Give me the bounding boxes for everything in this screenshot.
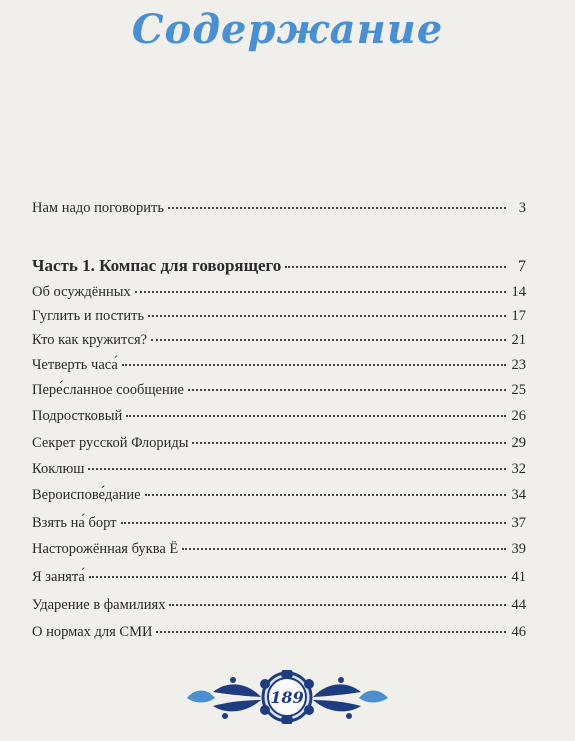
leader-dots — [192, 442, 506, 444]
toc-entry — [32, 357, 526, 374]
toc-entry-page: 46 — [511, 624, 526, 640]
toc-entry-title: Нам надо поговорить — [32, 200, 164, 216]
toc-entry — [32, 461, 526, 478]
toc-entry-page: 23 — [511, 357, 526, 373]
toc-entry-page: 14 — [511, 284, 526, 300]
toc-entry — [32, 569, 526, 586]
toc-entry-page: 7 — [518, 258, 526, 275]
toc-entry — [32, 332, 526, 349]
toc-entry — [32, 382, 526, 399]
toc-entry-title: Насторожённая буква Ё — [32, 541, 179, 557]
toc-entry-page: 26 — [511, 408, 526, 424]
toc-entry-title: Секрет русской Флориды — [32, 435, 189, 451]
toc-entry-title: Кто как кружится? — [32, 332, 148, 348]
leader-dots — [121, 522, 507, 524]
toc-entry-page: 21 — [511, 332, 526, 348]
toc-entry — [32, 624, 526, 641]
toc-entry — [32, 308, 526, 325]
leader-dots — [188, 389, 506, 391]
leader-dots — [148, 315, 506, 317]
toc-entry-title: Коклюш — [32, 461, 85, 477]
toc-entry — [32, 541, 526, 558]
toc-entry — [32, 487, 526, 504]
toc-entry-page: 32 — [511, 461, 526, 477]
toc-entry-page: 44 — [511, 597, 526, 613]
toc-entry-title: Подростковый — [32, 408, 123, 424]
leader-dots — [89, 576, 506, 578]
toc-entry — [32, 515, 526, 532]
toc-entry-page: 29 — [511, 435, 526, 451]
leader-dots — [285, 266, 506, 268]
toc-entry-page: 34 — [511, 487, 526, 503]
toc-entry — [32, 408, 526, 425]
toc-entry-title: Об осуждённых — [32, 284, 131, 300]
toc-entry-title: Гуглить и постить — [32, 308, 145, 324]
leader-dots — [145, 494, 506, 496]
leader-dots — [168, 207, 506, 209]
toc-entry-page: 3 — [518, 200, 526, 216]
toc-entry-title: Ударение в фамилиях — [32, 597, 166, 613]
toc-entry-title: Я занята́ — [32, 569, 85, 585]
leader-dots — [156, 631, 506, 633]
leader-dots — [126, 415, 506, 417]
toc-entry-title: Пере́сланное сообщение — [32, 382, 184, 398]
toc-entry — [32, 284, 526, 301]
toc-entry-page: 25 — [511, 382, 526, 398]
leader-dots — [122, 364, 506, 366]
toc-entry-page: 17 — [511, 308, 526, 324]
leader-dots — [151, 339, 506, 341]
toc-entry — [32, 597, 526, 614]
leader-dots — [182, 548, 506, 550]
toc-entry-page: 37 — [511, 515, 526, 531]
toc-entry-page: 41 — [511, 569, 526, 585]
leader-dots — [135, 291, 506, 293]
toc-entry-page: 39 — [511, 541, 526, 557]
toc-part-heading — [32, 256, 526, 276]
page-number: 189 — [270, 688, 304, 707]
toc-entry — [32, 435, 526, 452]
toc-entry-title: Вероиспове́дание — [32, 487, 141, 503]
toc-entry — [32, 200, 526, 217]
toc-entry-title: Взять на́ борт — [32, 515, 117, 531]
page-title: Содержание — [131, 6, 444, 53]
leader-dots — [88, 468, 506, 470]
toc-entry-title: Часть 1. Компас для говорящего — [32, 256, 282, 275]
toc-entry-title: О нормах для СМИ — [32, 624, 153, 640]
toc-entry-title: Четверть часа́ — [32, 357, 118, 373]
leader-dots — [169, 604, 506, 606]
